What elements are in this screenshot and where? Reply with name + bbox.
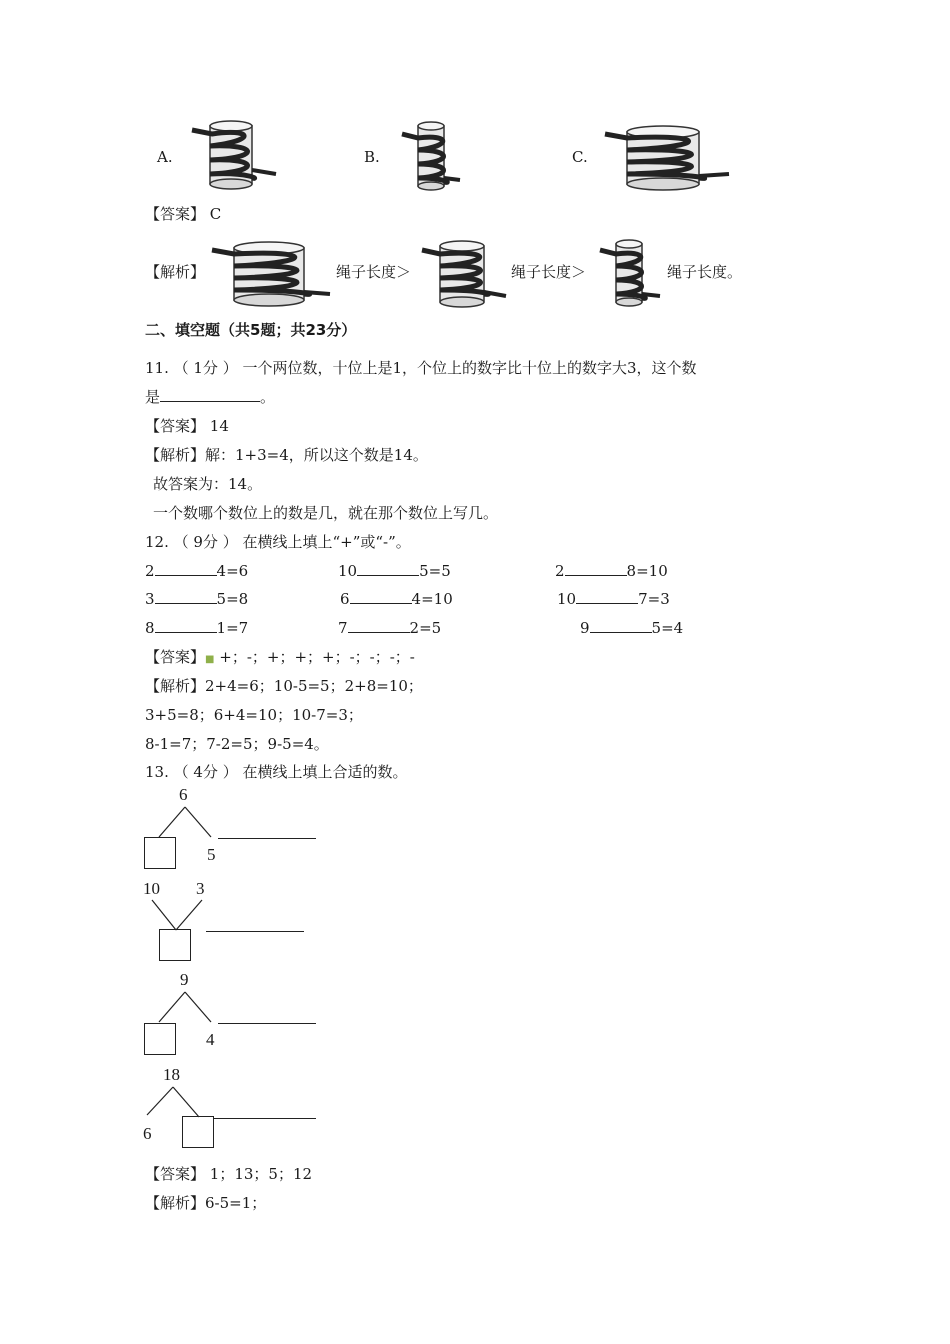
- q12-item: [145, 589, 248, 609]
- operand-b: 4=10: [411, 590, 453, 608]
- cylinder-rope-medium-image: [420, 240, 510, 306]
- answer-line[interactable]: [214, 1118, 316, 1119]
- cylinder-rope-narrow-image: [600, 238, 662, 308]
- cylinder-rope-wide-image: [212, 240, 332, 306]
- answer-tag: 【答案】: [145, 417, 206, 435]
- q13-stem: 13. （ 4分 ） 在横线上填上合适的数。: [145, 763, 408, 781]
- operator-blank[interactable]: [155, 561, 217, 576]
- q12-item: [557, 589, 670, 609]
- tree-top-number: 9: [180, 970, 189, 989]
- q12-item: [145, 561, 248, 581]
- operator-blank[interactable]: [590, 618, 652, 633]
- q11-stem-line2: [145, 387, 275, 407]
- operand-b: 4=6: [216, 562, 249, 580]
- tree-right-number: 5: [207, 845, 216, 864]
- operand-a: 8: [145, 619, 155, 637]
- tree-left-number: 6: [143, 1124, 152, 1143]
- operand-b: 5=8: [216, 590, 249, 608]
- answer-line[interactable]: [218, 838, 316, 839]
- answer-value: +；-；+；+；+；-；-；-；-: [219, 648, 415, 666]
- tree-top-number: 6: [179, 785, 188, 804]
- answer-box[interactable]: [144, 837, 176, 869]
- cylinder-rope-a-image: [190, 118, 280, 190]
- operand-a: 10: [557, 590, 577, 608]
- answer-value: 1；13；5；12: [209, 1165, 313, 1183]
- q11-answer: [145, 416, 229, 436]
- q13-answer: [145, 1164, 312, 1184]
- operand-b: 7=3: [638, 590, 670, 608]
- section-title: 二、填空题（共5题；共23分）: [145, 321, 357, 339]
- operator-blank[interactable]: [576, 589, 638, 604]
- answer-line[interactable]: [206, 931, 304, 932]
- tree-top-number: 18: [163, 1065, 180, 1084]
- operand-b: 5=5: [419, 562, 451, 580]
- q12-stem: 12. （ 9分 ） 在横线上填上“+”或“-”。: [145, 533, 411, 551]
- mark-dot: ■: [205, 654, 215, 665]
- tree-branches: [155, 990, 215, 1026]
- option-b-label: B.: [364, 148, 380, 166]
- analysis-tag: 【解析】: [145, 446, 206, 464]
- operator-blank[interactable]: [348, 618, 410, 633]
- q11-suffix: 。: [260, 388, 276, 406]
- q11-prefix: 是: [145, 388, 161, 406]
- q11-analysis: [145, 445, 428, 465]
- operand-a: 10: [338, 562, 358, 580]
- tree-left-number: 10: [143, 879, 160, 898]
- answer-tag: 【答案】: [145, 205, 206, 223]
- operand-a: 3: [145, 590, 155, 608]
- q11-analysis-line2: 故答案为：14。: [153, 475, 263, 493]
- q12-item: [555, 561, 668, 581]
- q12-item: [340, 589, 453, 609]
- q12-analysis: [145, 676, 423, 696]
- q13-analysis: [145, 1193, 266, 1213]
- option-a-label: A.: [157, 148, 173, 166]
- operand-b: 8=10: [626, 562, 668, 580]
- operator-blank[interactable]: [565, 561, 627, 576]
- answer-box[interactable]: [182, 1116, 214, 1148]
- analysis-text-3: 绳子长度。: [667, 263, 743, 281]
- operand-a: 6: [340, 590, 350, 608]
- q11-answer-blank[interactable]: [160, 387, 260, 402]
- q10-analysis-tag: 【解析】: [145, 263, 206, 281]
- analysis-line: 2+4=6；10-5=5；2+8=10；: [205, 677, 423, 695]
- answer-tag: 【答案】: [145, 648, 206, 666]
- q11-analysis-line3: 一个数哪个数位上的数是几，就在那个数位上写几。: [153, 504, 499, 522]
- operand-a: 2: [145, 562, 155, 580]
- q12-analysis-line3: 8-1=7；7-2=5；9-5=4。: [145, 735, 329, 753]
- analysis-tag: 【解析】: [145, 677, 206, 695]
- q12-answer: [145, 647, 415, 670]
- analysis-text-1: 绳子长度＞: [336, 263, 412, 281]
- operand-b: 5=4: [651, 619, 684, 637]
- operand-b: 2=5: [409, 619, 442, 637]
- q12-analysis-line2: 3+5=8；6+4=10；10-7=3；: [145, 706, 363, 724]
- q11-stem-line1: 11. （ 1分 ） 一个两位数，十位上是1，个位上的数字比十位上的数字大3，这个数: [145, 359, 697, 377]
- q12-item: [145, 618, 248, 638]
- operand-a: 7: [338, 619, 348, 637]
- operator-blank[interactable]: [357, 561, 419, 576]
- tree-right-number: 3: [196, 879, 205, 898]
- answer-value: 14: [209, 417, 229, 435]
- answer-box[interactable]: [159, 929, 191, 961]
- operand-b: 1=7: [216, 619, 249, 637]
- analysis-line: 解：1+3=4，所以这个数是14。: [205, 446, 428, 464]
- answer-value: C: [209, 205, 222, 223]
- operand-a: 9: [580, 619, 590, 637]
- answer-tag: 【答案】: [145, 1165, 206, 1183]
- q12-item: [580, 618, 683, 638]
- analysis-line: 6-5=1；: [205, 1194, 267, 1212]
- analysis-text-2: 绳子长度＞: [511, 263, 587, 281]
- q10-answer: [145, 204, 221, 224]
- answer-line[interactable]: [218, 1023, 316, 1024]
- cylinder-rope-b-image: [402, 120, 462, 192]
- operand-a: 2: [555, 562, 565, 580]
- answer-box[interactable]: [144, 1023, 176, 1055]
- option-c-label: C.: [572, 148, 588, 166]
- operator-blank[interactable]: [155, 589, 217, 604]
- analysis-tag: 【解析】: [145, 1194, 206, 1212]
- cylinder-rope-c-image: [605, 124, 730, 190]
- q12-item: [338, 561, 451, 581]
- operator-blank[interactable]: [155, 618, 217, 633]
- operator-blank[interactable]: [350, 589, 412, 604]
- q12-item: [338, 618, 441, 638]
- tree-right-number: 4: [206, 1030, 215, 1049]
